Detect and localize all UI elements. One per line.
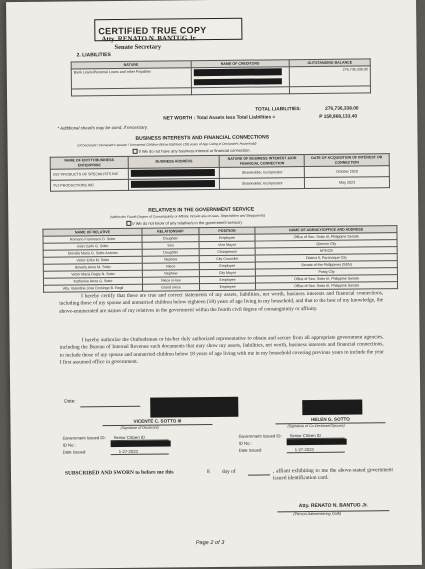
business-interest: Shareholder, Incorporator xyxy=(220,178,305,190)
relative-relationship: Nephew xyxy=(142,256,199,264)
spouse-date-issued-label: Date Issued: xyxy=(238,447,263,453)
certified-label: CERTIFIED TRUE COPY xyxy=(98,25,207,37)
authorization-paragraph: I hereby authorize the Ombudsman or his/her duly authorized representative to obtain and secure from all appropriate government agencies, including the Bureau of Internal Revenue such documents that may show my assets, liabilities, net worth, business interests and financial connections, to include those of my spouse and unmarried children below 18 years of age living with me in my household covering previous years to include the year I first assumed office in government. xyxy=(59,334,384,366)
relative-position: City Councilor xyxy=(199,255,256,263)
relative-agency: Pasig City xyxy=(256,268,398,276)
spouse-date-line xyxy=(287,452,345,454)
certification-paragraph: I hereby certify that these are true and correct statements of my assets, liabilities, net worth, business interests and financial connections, including those of my spouse and unmarried children below eighteen (18) years of age living in my household, and that to the best of my knowledge, the above-enumerated are names of my relatives in the government within the fourth civil degree of consanguinity or affinity. xyxy=(59,290,384,315)
total-liabilities-value: 276,736,338.00 xyxy=(325,106,359,112)
liabilities-section-label: 2. LIABILITIES xyxy=(76,52,111,59)
declarant-date-issued: 1-27-2023 xyxy=(118,448,138,455)
spouse-name: HELEN G. SOTTO xyxy=(311,416,350,422)
redaction-block xyxy=(131,168,215,176)
declarant-date-issued-label: Date Issued: xyxy=(62,449,87,455)
relative-relationship: Nephew xyxy=(142,270,199,278)
col-interest: NATURE OF BUSINESS INTEREST &/OR FINANCIAL CONNECTION xyxy=(220,155,305,168)
relative-name: Romano Francesco D. Sotto xyxy=(43,235,142,243)
liabilities-table xyxy=(71,58,371,96)
sworn-month-line xyxy=(248,474,270,475)
relatives-section-title: RELATIVES IN THE GOVERNMENT SERVICE xyxy=(148,206,255,214)
business-table xyxy=(50,153,390,192)
table-row xyxy=(50,177,389,192)
declarant-signature-redaction xyxy=(150,397,238,418)
declarant-date-line xyxy=(111,453,169,455)
relative-name: Katherine Anne G. Sotto xyxy=(43,277,142,285)
relative-position: Employee xyxy=(199,283,256,291)
relative-relationship: Niece in-law xyxy=(143,277,200,285)
relatives-checkbox-row xyxy=(126,220,241,227)
col-address: BUSINESS ADDRESS xyxy=(128,155,220,168)
business-subtitle: (of Declarant / Declarant's spouse / Unmarried Children Below Eighteen (18) years of Age Living in Declarant's Household) xyxy=(77,141,257,148)
business-section-title: BUSINESS INTERESTS AND FINANCIAL CONNECTIONS xyxy=(135,134,270,142)
relative-name: Beverly Anne M. Sotto xyxy=(43,263,142,271)
relative-relationship: Daughter xyxy=(142,249,199,257)
business-date: May 2023 xyxy=(305,177,390,189)
certifier-title: Senate Secretary xyxy=(114,43,162,52)
declarant-govid-label: Government Issued ID: xyxy=(62,435,106,441)
relatives-table xyxy=(42,225,398,293)
declarant-govid-type: Senior Citizen ID xyxy=(113,434,146,441)
relatives-checkbox[interactable] xyxy=(126,221,131,226)
col-agency: NAME OF AGENCY/OFFICE AND ADDRESS xyxy=(255,226,397,234)
officer-caption: (Person Administering Oath) xyxy=(293,511,342,517)
spouse-idno-label: ID No.: xyxy=(238,440,252,446)
networth-value: P 158,868,133.40 xyxy=(319,114,358,120)
spouse-govid-label: Government Issued ID: xyxy=(238,433,282,439)
business-name: VSY PRODUCTS OF SPECIALISTS INC xyxy=(50,168,128,180)
relative-position: Employee xyxy=(199,276,256,284)
relative-agency: Senate of the Philippines (SEN) xyxy=(256,261,398,269)
relative-agency: Quezon City xyxy=(255,240,397,248)
additional-sheet-note: * Additional sheet/s may be used, if necessary. xyxy=(57,124,148,131)
page-number: Page 2 of 3 xyxy=(195,539,225,547)
business-interest: Shareholder, Incorporator xyxy=(220,167,305,179)
col-creditors: NAME OF CREDITORS xyxy=(191,60,290,68)
relative-relationship: Son xyxy=(142,242,199,250)
declarant-name: VICENTE C. SOTTO III xyxy=(133,418,182,424)
business-checkbox-label: I/ We do not have any business interest or financial connection. xyxy=(138,147,251,154)
relatives-subtitle: (Within the Fourth Degree of Consanguinity or Affinity. Include also In-laws, Stepchildren and Stepparents) xyxy=(110,213,266,220)
relative-relationship: Niece xyxy=(142,263,199,271)
spouse-govid-type: Senior Citizen ID xyxy=(289,432,322,439)
relatives-checkbox-label: I/ We do not know of any relative/s in the government service) xyxy=(132,219,242,226)
spouse-signature-redaction xyxy=(302,399,362,415)
col-nature: NATURE xyxy=(71,61,191,69)
relative-name: Diorella Maria G. Sotto-Antonio xyxy=(43,249,142,257)
relative-position: Chairperson xyxy=(199,248,256,256)
liability-creditor xyxy=(191,67,290,88)
sworn-affiant-text xyxy=(273,467,393,483)
sworn-affiant-line: , affiant exhibiting to me the above-stated government issued identification card. xyxy=(272,467,393,482)
business-address xyxy=(128,178,220,190)
relative-position: Vice Mayor xyxy=(199,241,256,249)
col-relationship: RELATIONSHIP xyxy=(142,228,199,236)
relative-agency: Office of Sen. Sotto III, Philippine Senate xyxy=(255,233,397,241)
officer-name: Atty. RENATO N. BANTUG Jr. xyxy=(298,502,368,510)
total-liabilities-label: TOTAL LIABILITIES: xyxy=(255,107,302,113)
col-entity: NAME OF ENTITY/BUSINESS ENTERPRISE xyxy=(50,156,128,169)
liability-balance: 276,736,338.00 xyxy=(289,66,370,87)
spouse-caption: (Signature of Co-Declarant/Spouse) xyxy=(287,423,345,429)
relative-agency: Office of Sen. Sotto III, Philippine Senate xyxy=(256,282,398,290)
relative-name: Atty. Valentine Jose Domingo B. Regil xyxy=(44,284,143,292)
spouse-date-issued: 1-27-2023 xyxy=(294,446,314,453)
sworn-text: SUBSCRIBED AND SWORN to before me this xyxy=(64,469,174,477)
date-line xyxy=(80,406,140,408)
relative-agency: MTRCB xyxy=(255,247,397,255)
relative-position: Employee xyxy=(199,234,256,242)
declarant-idno-redaction xyxy=(111,440,171,447)
document-page xyxy=(6,0,422,569)
declarant-caption: (Signature of Declarant) xyxy=(120,425,159,430)
col-acquisition: DATE OF ACQUISITION OF INTEREST OR CONNECTION xyxy=(304,154,389,167)
liability-nature: Bank Loans/Personal Loans and other Payables xyxy=(71,68,191,89)
certifier-name: Atty. RENATO N. BANTUG Jr. xyxy=(101,34,197,44)
relative-name: Gian Carlo G. Sotto xyxy=(43,242,142,250)
relative-agency: Office of Sen. Sotto III, Philippine Senate xyxy=(256,275,398,283)
business-checkbox[interactable] xyxy=(133,149,138,154)
relative-name: Victor Eriko M. Sotto xyxy=(43,256,142,264)
col-relative-name: NAME OF RELATIVE xyxy=(43,228,142,236)
relative-agency: District II, Paranaque City xyxy=(256,254,398,262)
relative-position: Employee xyxy=(199,262,256,270)
col-balance: OUTSTANDING BALANCE xyxy=(289,59,370,67)
relative-relationship: Daughter xyxy=(142,235,199,243)
redaction-block xyxy=(193,78,281,85)
relative-name: Victor Maria Regis N. Sotto xyxy=(43,270,142,278)
sworn-day: 8 xyxy=(206,469,210,476)
business-name: TVJ PRODUCTIONS INC xyxy=(50,179,128,191)
redaction-block xyxy=(193,68,281,76)
spouse-idno-redaction xyxy=(287,439,347,446)
redaction-block xyxy=(131,179,215,187)
business-checkbox-row xyxy=(133,148,251,155)
business-date: October 2018 xyxy=(305,166,390,178)
networth-label: NET WORTH : Total Assets less Total Liabilities = xyxy=(163,115,276,122)
relative-position: City Mayor xyxy=(199,269,256,277)
date-label: Date: xyxy=(64,399,76,405)
declarant-idno-label: ID No.: xyxy=(62,442,76,448)
relative-relationship: Grand niece xyxy=(143,284,200,292)
col-position: POSITION xyxy=(199,227,256,235)
sworn-day-of: day of xyxy=(221,468,236,475)
